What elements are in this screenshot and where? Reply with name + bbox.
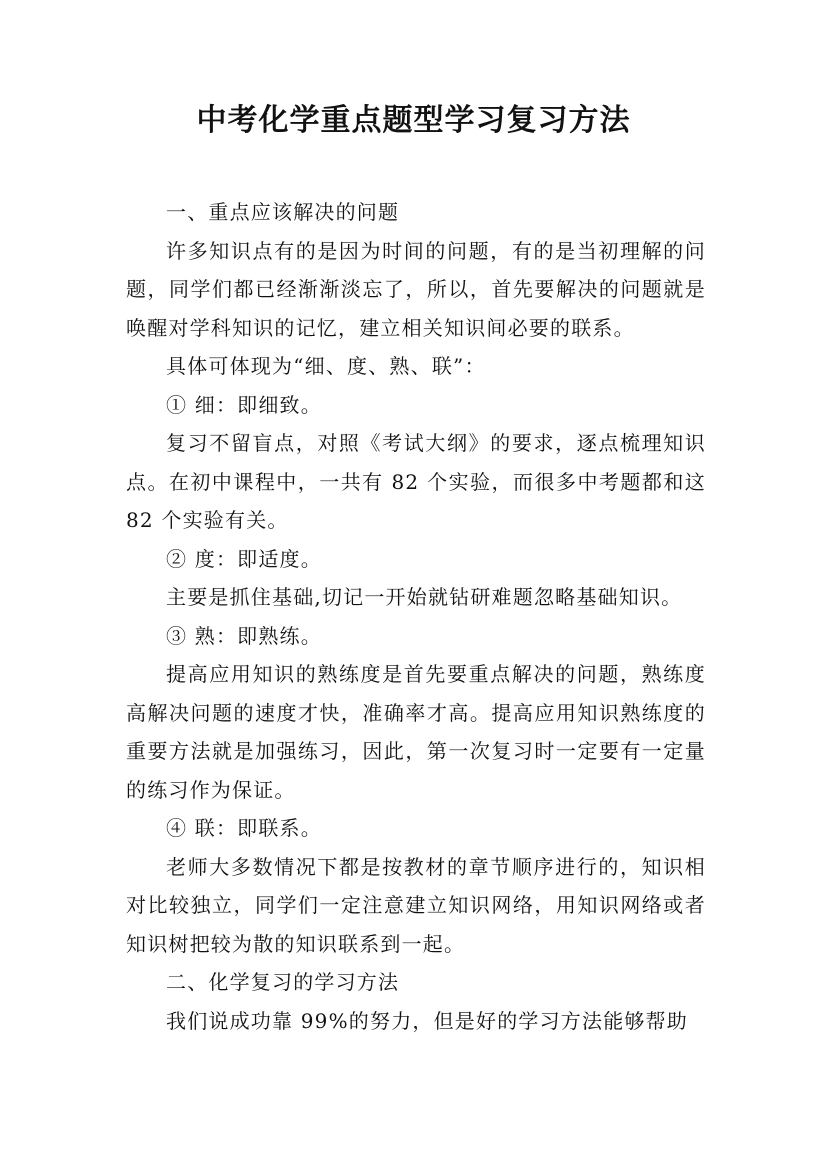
list-item-heading: ④ 联：即联系。 <box>166 816 322 840</box>
document-body <box>126 193 706 1040</box>
section-heading-1: 一、重点应该解决的问题 <box>166 200 400 224</box>
paragraph: 提高应用知识的熟练度是首先要重点解决的问题，熟练度高解决问题的速度才快，准确率才高。提高应用知识熟练度的重要方法就是加强练习，因此，第一次复习时一定要有一定量的练习作为保证。 <box>126 662 706 802</box>
paragraph: 复习不留盲点，对照《考试大纲》的要求，逐点梳理知识点。在初中课程中，一共有 82 个实验，而很多中考题都和这 82 个实验有关。 <box>126 431 706 532</box>
document-title: 中考化学重点题型学习复习方法 <box>196 103 631 138</box>
paragraph: 主要是抓住基础,切记一开始就钻研难题忽略基础知识。 <box>166 585 683 609</box>
list-item-heading: ② 度：即适度。 <box>166 546 322 571</box>
paragraph: 老师大多数情况下都是按教材的章节顺序进行的，知识相对比较独立，同学们一定注意建立知识网络，用知识网络或者知识树把较为散的知识联系到一起。 <box>126 854 706 956</box>
paragraph: 具体可体现为“细、度、熟、联”： <box>166 354 486 378</box>
paragraph: 我们说成功靠 99%的努力，但是好的学习方法能够帮助 <box>166 1008 689 1033</box>
section-heading-2: 二、化学复习的学习方法 <box>166 970 400 994</box>
list-item-heading: ③ 熟：即熟练。 <box>166 623 322 648</box>
paragraph: 许多知识点有的是因为时间的问题，有的是当初理解的问题，同学们都已经渐渐淡忘了，所以，首先要解决的问题就是唤醒对学科知识的记忆，建立相关知识间必要的联系。 <box>126 238 706 340</box>
list-item-heading: ① 细：即细致。 <box>166 392 322 417</box>
